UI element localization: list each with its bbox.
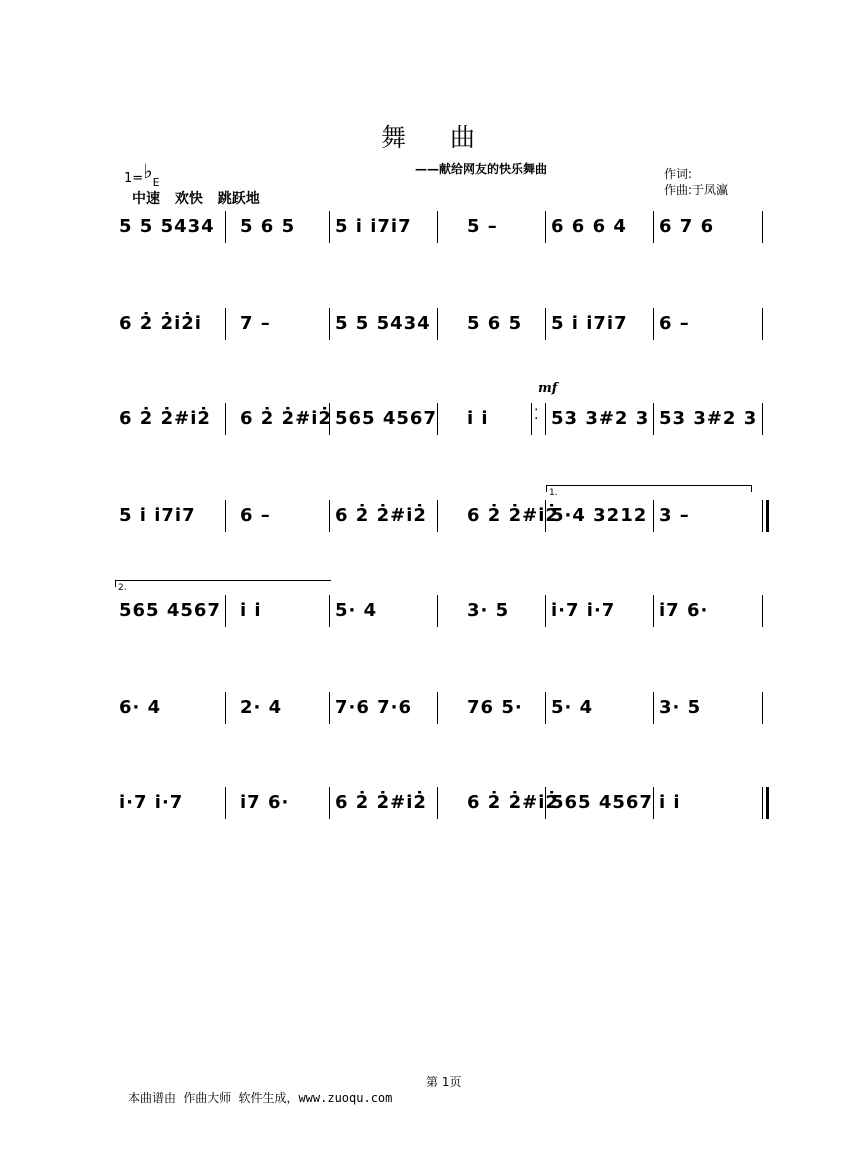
barline [545, 308, 546, 340]
measure: i̇·7 i̇·7 [119, 792, 184, 813]
measure: i̇ i̇ [467, 408, 489, 429]
barline [653, 787, 654, 819]
subtitle: ——献给网友的快乐舞曲 [415, 162, 548, 176]
barline [762, 692, 763, 724]
tempo-marking: 中速 欢快 跳跃地 [132, 191, 260, 207]
barline [225, 403, 226, 435]
barline [329, 403, 330, 435]
measure: 6 2̇ 2̇#i̇2̇ [335, 505, 427, 526]
barline [437, 692, 438, 724]
measure: 5·4 3212 [551, 505, 648, 526]
barline [653, 595, 654, 627]
measure: 5· 4 [551, 697, 594, 718]
double-barline [762, 500, 769, 532]
measure: 5· 4 [335, 600, 378, 621]
measure: 7·6 7·6 [335, 697, 413, 718]
composer-label: 作曲:于凤瀛 [664, 183, 729, 197]
dynamic-mf: mf [538, 381, 558, 396]
measure: 5 i̇ i̇7i̇7 [119, 505, 196, 526]
measure: 6· 4 [119, 697, 162, 718]
barline [762, 595, 763, 627]
measure: 565 4567 [119, 600, 221, 621]
measure: 6 6 6 4 [551, 216, 627, 237]
measure: 565 4567 [335, 408, 437, 429]
measure: 6 – [659, 313, 690, 334]
measure: 6 2̇ 2̇#i̇2̇ [467, 505, 559, 526]
staff-row [0, 688, 862, 748]
measure: 5 6 5 [240, 216, 296, 237]
barline [437, 211, 438, 243]
measure: 6 2̇ 2̇#i̇2̇ [119, 408, 211, 429]
measure: 6 2̇ 2̇#i̇2̇ [240, 408, 332, 429]
barline [225, 500, 226, 532]
measure: i̇ i̇ [240, 600, 262, 621]
measure: 5 5 5434 [119, 216, 215, 237]
barline [437, 403, 438, 435]
staff-row [0, 591, 862, 651]
barline [545, 787, 546, 819]
barline [762, 308, 763, 340]
measure: 6 2̇ 2̇#i̇2̇ [467, 792, 559, 813]
barline [545, 692, 546, 724]
staff-row [0, 304, 862, 364]
measure: 3 – [659, 505, 690, 526]
measure: 53 3#2 3 [551, 408, 650, 429]
barline [545, 500, 546, 532]
staff-row [0, 783, 862, 843]
barline [437, 308, 438, 340]
barline [225, 595, 226, 627]
double-barline [762, 787, 769, 819]
barline [225, 787, 226, 819]
barline [329, 787, 330, 819]
barline [653, 500, 654, 532]
staff-row [0, 399, 862, 459]
barline [545, 595, 546, 627]
barline [437, 500, 438, 532]
barline [545, 211, 546, 243]
measure: 565 4567 [551, 792, 653, 813]
measure: 5 6 5 [467, 313, 523, 334]
repeat-start [531, 403, 538, 435]
page-number: 第 1页 [426, 1075, 462, 1089]
key-prefix: 1= [124, 171, 144, 186]
barline [329, 308, 330, 340]
measure: 3· 5 [659, 697, 702, 718]
key-signature [124, 159, 160, 189]
barline [653, 692, 654, 724]
barline [545, 403, 546, 435]
barline [225, 692, 226, 724]
staff-row [0, 207, 862, 267]
measure: 6 – [240, 505, 271, 526]
page-title: 舞 曲 [381, 123, 481, 152]
barline [329, 211, 330, 243]
barline [225, 211, 226, 243]
key-letter: E [152, 176, 160, 189]
measure: i̇ i̇ [659, 792, 681, 813]
measure: 5 i̇ i̇7i̇7 [551, 313, 628, 334]
measure: i̇7 6· [659, 600, 709, 621]
software-credit: 本曲谱由 作曲大师 软件生成，www.zuoqu.com [128, 1091, 393, 1105]
barline [329, 692, 330, 724]
measure: 76 5· [467, 697, 523, 718]
measure: 5 i̇ i̇7i̇7 [335, 216, 412, 237]
barline [653, 308, 654, 340]
barline [653, 403, 654, 435]
barline [762, 403, 763, 435]
measure: 53 3#2 3 [659, 408, 758, 429]
measure: 6 2̇ 2̇#i̇2̇ [335, 792, 427, 813]
barline [437, 787, 438, 819]
flat-symbol: ♭ [143, 159, 153, 183]
barline [225, 308, 226, 340]
measure: 7 – [240, 313, 271, 334]
barline [653, 211, 654, 243]
measure: i̇7 6· [240, 792, 290, 813]
lyricist-label: 作词: [664, 167, 693, 181]
measure: 2· 4 [240, 697, 283, 718]
measure: i̇·7 i̇·7 [551, 600, 616, 621]
barline [762, 211, 763, 243]
barline [329, 595, 330, 627]
barline [329, 500, 330, 532]
staff-row [0, 496, 862, 556]
measure: 5 5 5434 [335, 313, 431, 334]
volta-1: 1. [546, 485, 752, 492]
measure: 3· 5 [467, 600, 510, 621]
measure: 6 7 6 [659, 216, 715, 237]
barline [437, 595, 438, 627]
volta-2: 2. [115, 580, 331, 587]
measure: 5 – [467, 216, 498, 237]
measure: 6 2̇ 2̇i̇2̇i̇ [119, 313, 202, 334]
